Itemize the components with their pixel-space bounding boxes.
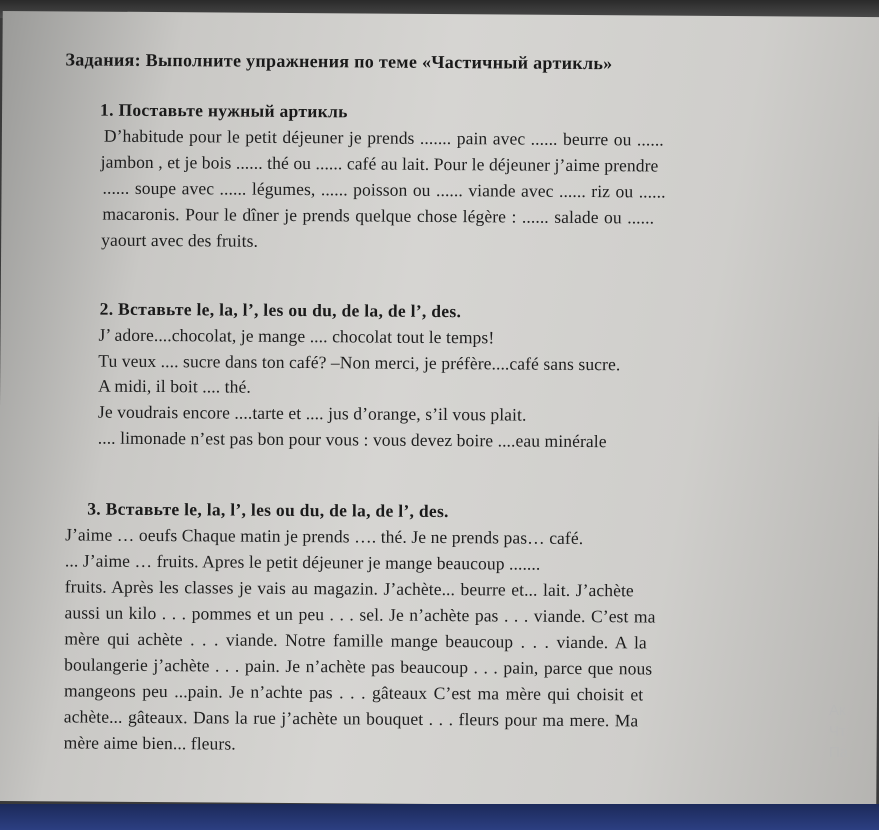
exercise-2-line: Tu veux .... sucre dans ton café? –Non merci, je préfère....café sans sucre.	[98, 350, 621, 375]
exercise-3-line: aussi un kilo . . . pommes et un peu . . . sel. Je n’achète pas . . . viande. C’est ma	[64, 602, 656, 627]
exercise-1-heading: 1. Поставьте нужный артикль	[100, 99, 348, 122]
exercise-2-line: .... limonade n’est pas bon pour vous : vous devez boire ....eau minérale	[97, 427, 607, 452]
document-title: Задания: Выполните упражнения по теме «Частичный артикль»	[65, 49, 613, 74]
exercise-2-line: Je voudrais encore ....tarte et .... jus d’orange, s’il vous plait.	[97, 401, 527, 425]
overlay-text-line: Ак	[829, 702, 846, 719]
overlay-text-line: Па	[829, 744, 849, 761]
exercise-3-line: achète... gâteaux. Dans la rue j’achète un bouquet . . . fleurs pour ma mere. Ma	[63, 706, 639, 731]
exercise-2-line: A midi, il boit .... thé.	[98, 375, 251, 397]
taskbar	[0, 804, 879, 830]
exercise-3-line: mère qui achète . . . viande. Notre famille mange beaucoup . . . viande. A la	[64, 628, 647, 653]
exercise-3-heading: 3. Вставьте le, la, l’, les ou du, de la, de l’, des.	[87, 498, 449, 522]
exercise-3-line: J’aime … oeufs Chaque matin je prends …. thé. Je ne prends pas… café.	[65, 524, 584, 549]
exercise-3-line: mangeons peu ...pain. Je n’achte pas . . . gâteaux C’est ma mère qui choisit et	[63, 680, 644, 705]
exercise-1-line: jambon , et je bois ...... thé ou ...... café au lait. Pour le déjeuner j’aime prendre	[100, 151, 659, 176]
screen-overlay-text	[829, 700, 869, 763]
exercise-2-heading: 2. Вставьте le, la, l’, les ou du, de la, de l’, des.	[99, 298, 462, 322]
exercise-2-line: J’ adore....chocolat, je mange .... chocolat tout le temps!	[98, 324, 495, 348]
exercise-1-line: yaourt avec des fruits.	[101, 229, 259, 251]
exercise-1-line: D’habitude pour le petit déjeuner je prends ....... pain avec ...... beurre ou ......	[103, 125, 664, 150]
exercise-3-line: mère aime bien... fleurs.	[63, 732, 236, 754]
exercise-3-line: ... J’aime … fruits. Apres le petit déjeuner je mange beaucoup .......	[64, 550, 541, 574]
exercise-1-line: macaronis. Pour le dîner je prends quelque chose légère : ...... salade ou ......	[102, 203, 655, 228]
exercise-1-line: ...... soupe avec ...... légumes, ...... poisson ou ...... viande avec ...... riz ou ......	[102, 177, 666, 202]
overlay-text-line: Чт	[829, 723, 846, 740]
exercise-3-line: boulangerie j’achète . . . pain. Je n’achète pas beaucoup . . . pain, parce que nous	[64, 654, 653, 679]
exercise-3-line: fruits. Après les classes je vais au magazin. J’achète... beurre et... lait. J’achète	[64, 576, 634, 601]
document-page	[0, 11, 879, 807]
